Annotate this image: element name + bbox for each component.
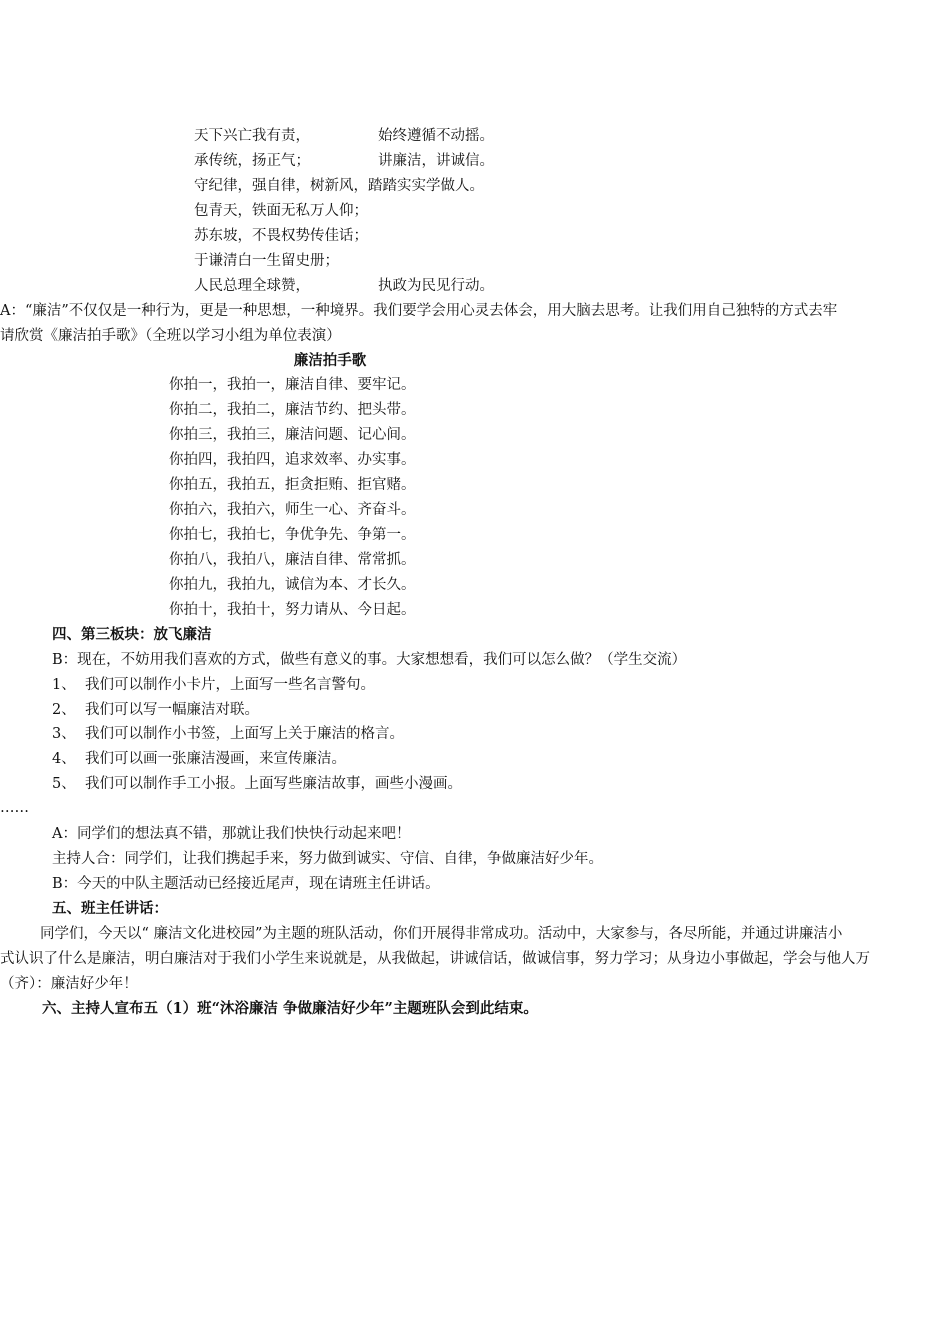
list-item: 我们可以制作小卡片，上面写一些名言警句。 — [85, 677, 375, 693]
list-number: 2、 — [52, 702, 76, 718]
list-number: 4、 — [52, 751, 76, 767]
list-number: 5、 — [52, 776, 76, 792]
intro-paragraph: A：“廉洁”不仅仅是一种行为，更是一种思想，一种境界。我们要学会用心灵去体会，用大脑去思考。让我们用自己独特的方式去牢 — [0, 303, 838, 319]
list-item: 我们可以画一张廉洁漫画，来宣传廉洁。 — [85, 751, 346, 767]
poem-line: 苏东坡，不畏权势传佳话； — [194, 228, 368, 244]
song-line: 你拍五，我拍五，拒贪拒贿、拒官赌。 — [169, 477, 416, 493]
section-heading: 四、第三板块：放飞廉洁 — [52, 626, 212, 643]
song-line: 你拍三，我拍三，廉洁问题、记心间。 — [169, 427, 416, 443]
poem-line: 包青天，铁面无私万人仰； — [194, 203, 368, 219]
list-item: 我们可以写一幅廉洁对联。 — [85, 702, 259, 718]
song-line: 你拍一，我拍一，廉洁自律、要牢记。 — [169, 377, 416, 393]
poem-line: 承传统，扬正气； — [194, 153, 310, 169]
teacher-speech: （齐）：廉洁好少年！ — [0, 976, 138, 992]
poem-line: 天下兴亡我有责， — [194, 128, 310, 144]
dialogue-line: 主持人合：同学们，让我们携起手来，努力做到诚实、守信、自律，争做廉洁好少年。 — [52, 851, 603, 867]
poem-line: 人民总理全球赞， — [194, 278, 310, 294]
song-line: 你拍二，我拍二，廉洁节约、把头带。 — [169, 402, 416, 418]
song-line: 你拍九，我拍九，诚信为本、才长久。 — [169, 577, 416, 593]
intro-paragraph: 请欣赏《廉洁拍手歌》（全班以学习小组为单位表演） — [0, 328, 341, 344]
song-line: 你拍七，我拍七，争优争先、争第一。 — [169, 527, 416, 543]
poem-line: 于谦清白一生留史册； — [194, 253, 339, 269]
dialogue-line: B：现在，不妨用我们喜欢的方式，做些有意义的事。大家想想看，我们可以怎么做？（学生交流） — [52, 652, 687, 668]
teacher-speech: 式认识了什么是廉洁，明白廉洁对于我们小学生来说就是，从我做起，讲诚信话，做诚信事，努力学习；从身边小事做起，学会与他人万 — [0, 951, 870, 967]
dialogue-line: A：同学们的想法真不错，那就让我们快快行动起来吧！ — [52, 826, 411, 842]
poem-line: 始终遵循不动摇。 — [378, 128, 494, 144]
teacher-speech: 同学们，今天以“ 廉洁文化进校园”为主题的班队活动，你们开展得非常成功。活动中，大家参与，各尽所能，并通过讲廉洁小 — [40, 926, 843, 942]
dialogue-line: B：今天的中队主题活动已经接近尾声，现在请班主任讲话。 — [52, 876, 440, 892]
poem-line: 守纪律，强自律，树新风，踏踏实实学做人。 — [194, 178, 484, 194]
song-line: 你拍八，我拍八，廉洁自律、常常抓。 — [169, 552, 416, 568]
song-line: 你拍六，我拍六，师生一心、齐奋斗。 — [169, 502, 416, 518]
closing-statement: 六、主持人宣布五（1）班“沐浴廉洁 争做廉洁好少年”主题班队会到此结束。 — [42, 1000, 538, 1017]
ellipsis: …… — [0, 800, 29, 816]
section-heading: 五、班主任讲话： — [52, 900, 168, 917]
song-line: 你拍十，我拍十，努力请从、今日起。 — [169, 602, 416, 618]
poem-line: 讲廉洁，讲诚信。 — [378, 153, 494, 169]
song-title: 廉洁拍手歌 — [293, 352, 367, 369]
poem-line: 执政为民见行动。 — [378, 278, 494, 294]
list-number: 1、 — [52, 677, 76, 693]
list-item: 我们可以制作小书签，上面写上关于廉洁的格言。 — [85, 726, 404, 742]
song-line: 你拍四，我拍四，追求效率、办实事。 — [169, 452, 416, 468]
list-number: 3、 — [52, 726, 76, 742]
list-item: 我们可以制作手工小报。上面写些廉洁故事，画些小漫画。 — [85, 776, 462, 792]
